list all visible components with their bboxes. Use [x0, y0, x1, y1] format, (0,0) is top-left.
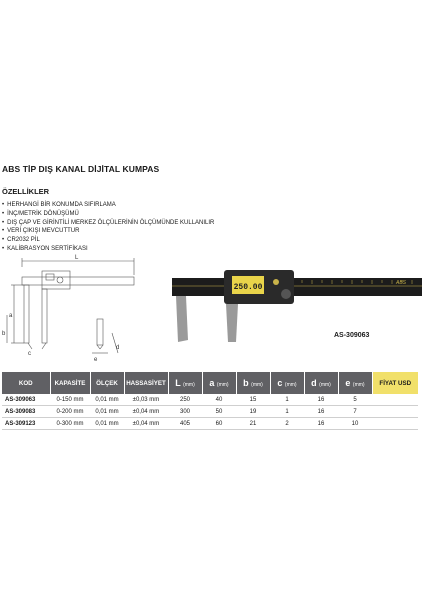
header-price: FİYAT USD	[372, 372, 418, 394]
brand-mark: ABS	[396, 280, 407, 286]
cell-code: AS-309083	[2, 406, 50, 418]
cell-d: 16	[304, 418, 338, 430]
cell-scale: 0,01 mm	[90, 418, 124, 430]
cell-e: 7	[338, 406, 372, 418]
header-scale: ÖLÇEK	[90, 372, 124, 394]
caliper-photo	[172, 268, 422, 348]
cell-accuracy: ±0,03 mm	[124, 394, 168, 406]
cell-b: 21	[236, 418, 270, 430]
page-title: ABS TİP DIŞ KANAL DİJİTAL KUMPAS	[2, 164, 160, 174]
cell-b: 15	[236, 394, 270, 406]
cell-a: 50	[202, 406, 236, 418]
cell-L: 250	[168, 394, 202, 406]
features-heading: ÖZELLİKLER	[2, 187, 50, 196]
cell-capacity: 0-150 mm	[50, 394, 90, 406]
dim-label-c: c	[28, 351, 31, 357]
cell-e: 10	[338, 418, 372, 430]
feature-item: • KALİBRASYON SERTİFİKASI	[2, 245, 214, 254]
cell-price	[372, 418, 418, 430]
dim-label-L: L	[75, 255, 79, 261]
cell-L: 300	[168, 406, 202, 418]
header-capacity: KAPASİTE	[50, 372, 90, 394]
cell-c: 1	[270, 394, 304, 406]
cell-accuracy: ±0,04 mm	[124, 406, 168, 418]
features-list	[2, 201, 214, 254]
feature-item: • İNÇ/METRİK DÖNÜŞÜMÜ	[2, 210, 214, 219]
feature-item: • VERİ ÇIKIŞI MEVCUTTUR	[2, 227, 214, 236]
cell-code: AS-309063	[2, 394, 50, 406]
dim-label-b: b	[2, 331, 6, 337]
cell-b: 19	[236, 406, 270, 418]
cell-d: 16	[304, 394, 338, 406]
cell-price	[372, 394, 418, 406]
table-row	[2, 418, 418, 430]
cell-capacity: 0-300 mm	[50, 418, 90, 430]
cell-c: 2	[270, 418, 304, 430]
header-code: KOD	[2, 372, 50, 394]
cell-d: 16	[304, 406, 338, 418]
display-value: 250.00	[233, 283, 263, 292]
cell-scale: 0,01 mm	[90, 394, 124, 406]
header-a: a (mm)	[202, 372, 236, 394]
header-b: b (mm)	[236, 372, 270, 394]
technical-drawing	[0, 253, 140, 368]
table-header-row	[2, 372, 418, 394]
spec-table	[2, 372, 418, 430]
cell-c: 1	[270, 406, 304, 418]
feature-item: • HERHANGİ BİR KONUMDA SIFIRLAMA	[2, 201, 214, 210]
cell-capacity: 0-200 mm	[50, 406, 90, 418]
dim-label-a: a	[9, 313, 13, 319]
cell-code: AS-309123	[2, 418, 50, 430]
model-label: AS-309063	[334, 332, 370, 339]
cell-e: 5	[338, 394, 372, 406]
dim-label-e: e	[94, 357, 98, 363]
header-L: L (mm)	[168, 372, 202, 394]
table-row	[2, 406, 418, 418]
header-d: d (mm)	[304, 372, 338, 394]
feature-item: • CR2032 PİL	[2, 236, 214, 245]
cell-L: 405	[168, 418, 202, 430]
dim-label-d: d	[116, 345, 120, 351]
header-accuracy: HASSASİYET	[124, 372, 168, 394]
cell-accuracy: ±0,04 mm	[124, 418, 168, 430]
cell-price	[372, 406, 418, 418]
cell-a: 60	[202, 418, 236, 430]
feature-item: • DIŞ ÇAP VE GİRİNTİLİ MERKEZ ÖLÇÜLERİNİN ÖLÇÜMÜNDE KULLANILIR	[2, 219, 214, 228]
table-row	[2, 394, 418, 406]
cell-a: 40	[202, 394, 236, 406]
cell-scale: 0,01 mm	[90, 406, 124, 418]
header-c: c (mm)	[270, 372, 304, 394]
header-e: e (mm)	[338, 372, 372, 394]
